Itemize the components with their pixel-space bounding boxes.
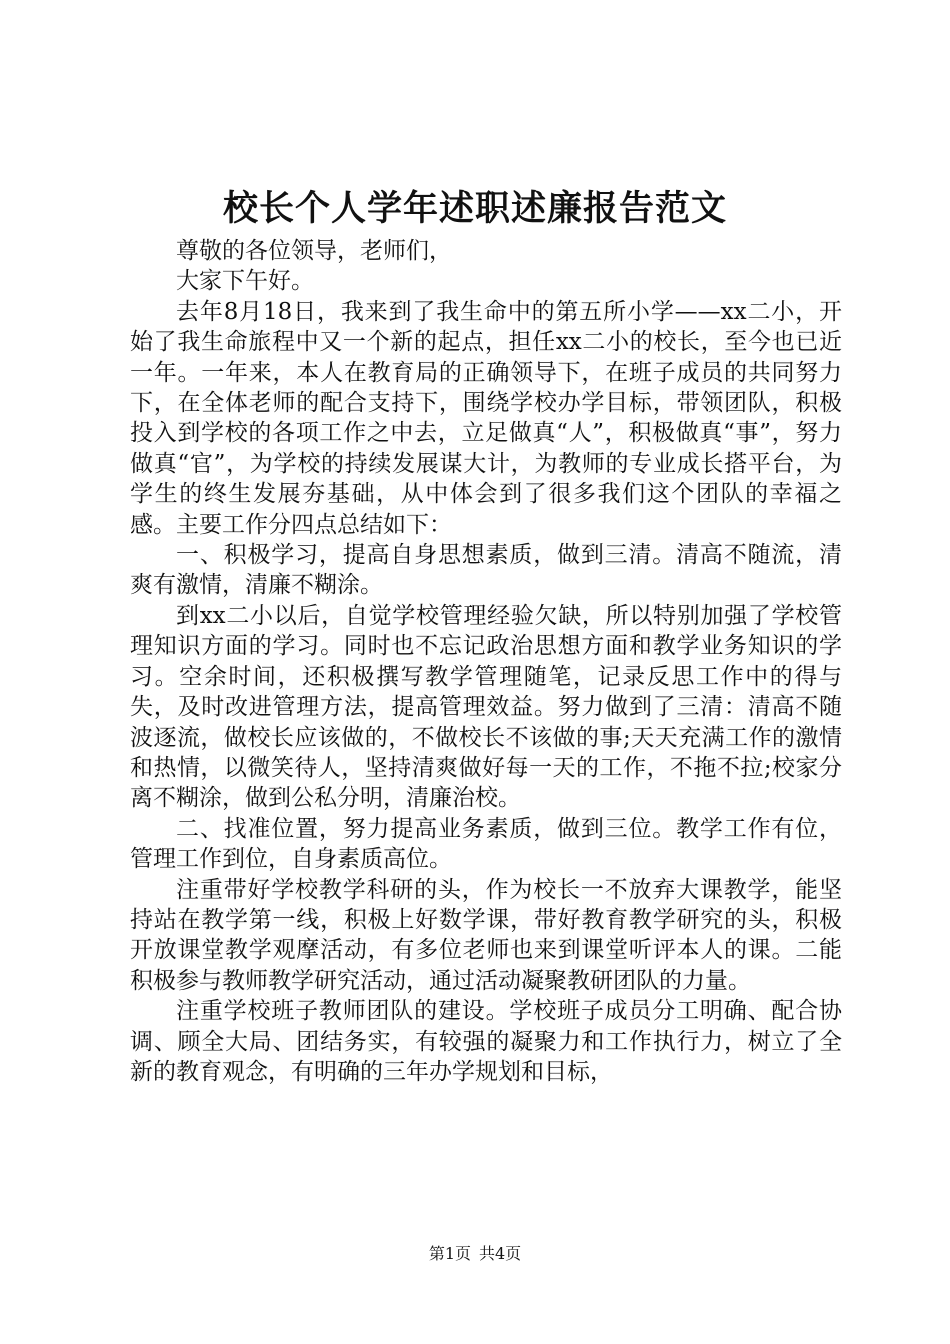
page-number: 第1页	[428, 1244, 471, 1263]
body-paragraph: 注重带好学校教学科研的头，作为校长一不放弃大课教学，能坚持站在教学第一线，积极上好数学课，带好教育教学研究的头，积极开放课堂教学观摩活动，有多位老师也来到课堂听评本人的课。二能积极参与教师教学研究活动，通过活动凝聚教研团队的力量。	[130, 876, 842, 994]
page-footer	[0, 1244, 950, 1264]
greeting-paragraph: 大家下午好。	[176, 268, 314, 295]
section-heading-paragraph: 二、找准位置，努力提高业务素质，做到三位。教学工作有位，管理工作到位，自身素质高位。	[130, 815, 842, 873]
body-paragraph: 到xx二小以后，自觉学校管理经验欠缺，所以特别加强了学校管理知识方面的学习。同时也不忘记政治思想方面和教学业务知识的学习。空余时间，还积极撰写教学管理随笔，记录反思工作中的得与失，及时改进管理方法，提高管理效益。努力做到了三清：清高不随波逐流，做校长应该做的，不做校长不该做的事;天天充满工作的激情和热情，以微笑待人，坚持清爽做好每一天的工作，不拖不拉;校家分离不糊涂，做到公私分明，清廉治校。	[130, 602, 842, 812]
greeting-paragraph: 尊敬的各位领导，老师们，	[176, 238, 452, 264]
section-heading-paragraph: 一、积极学习，提高自身思想素质，做到三清。清高不随流，清爽有激情，清廉不糊涂。	[130, 542, 842, 599]
document-title: 校长个人学年述职述廉报告范文	[222, 188, 727, 229]
document-body	[130, 236, 842, 1087]
body-paragraph: 去年8月18日，我来到了我生命中的第五所小学——xx二小，开始了我生命旅程中又一个新的起点，担任xx二小的校长，至今也已近一年。一年来，本人在教育局的正确领导下，在班子成员的共同努力下，在全体老师的配合支持下，围绕学校办学目标，带领团队，积极投入到学校的各项工作之中去，立足做真“人”，积极做真“事”，努力做真“官”，为学校的持续发展谋大计，为教师的专业成长搭平台，为学生的终生发展夯基础，从中体会到了很多我们这个团队的幸福之感。主要工作分四点总结如下：	[130, 298, 842, 538]
page-total: 共4页	[479, 1244, 522, 1263]
body-paragraph: 注重学校班子教师团队的建设。学校班子成员分工明确、配合协调、顾全大局、团结务实，有较强的凝聚力和工作执行力，树立了全新的教育观念，有明确的三年办学规划和目标，	[130, 998, 842, 1085]
